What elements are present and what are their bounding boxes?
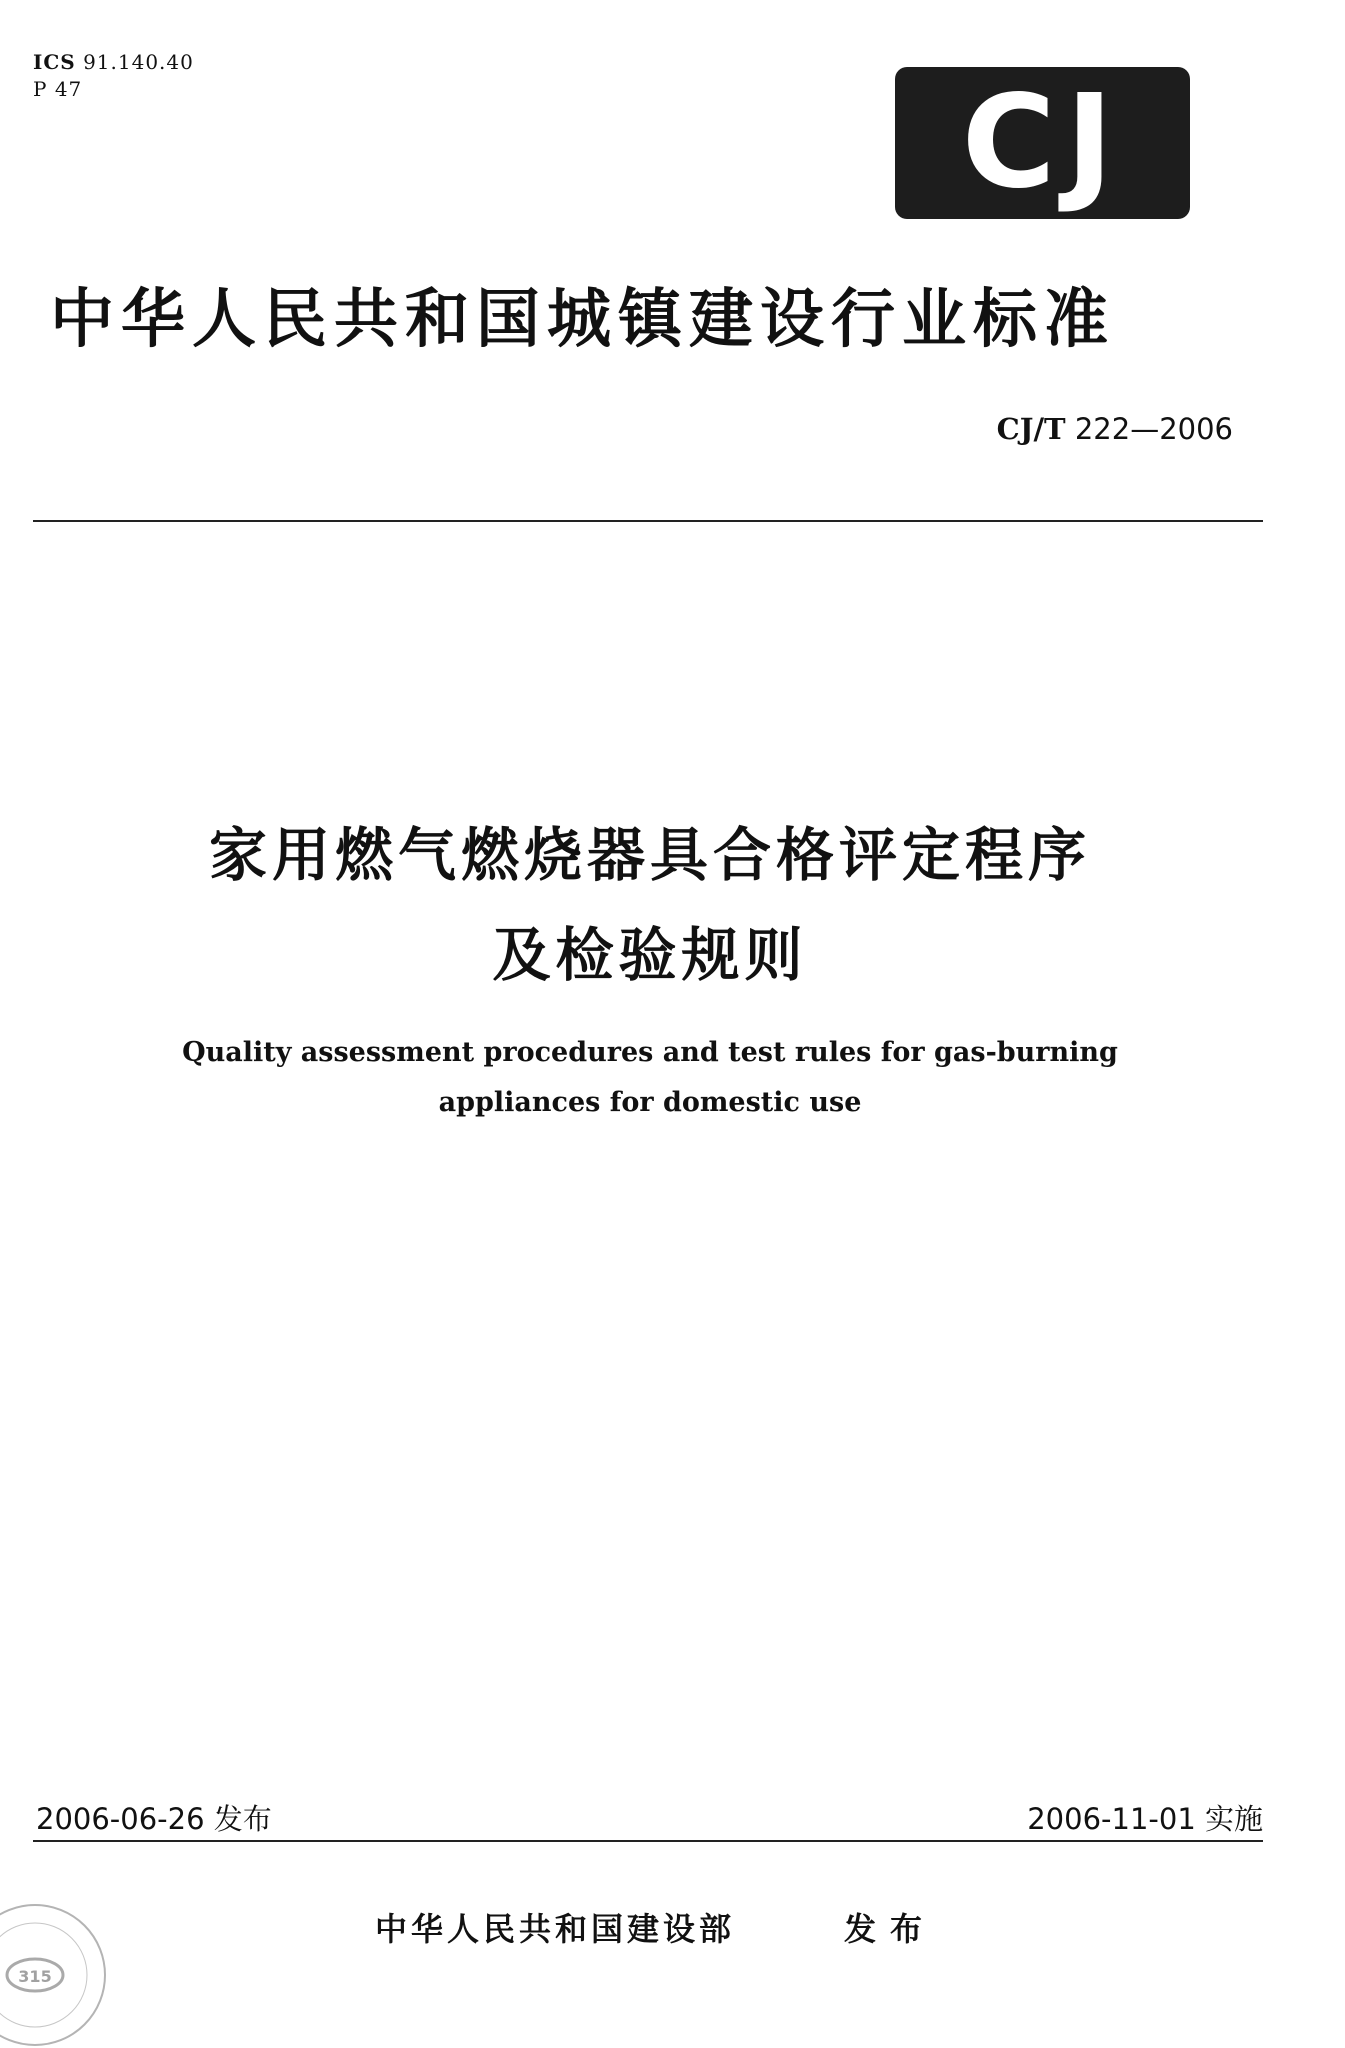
cj-logo: [895, 67, 1190, 219]
title-english-line-2: appliances for domestic use: [438, 1087, 862, 1118]
standard-category-title: 中华人民共和国城镇建设行业标准: [50, 283, 1115, 357]
publish-label: 发布: [844, 1910, 937, 1948]
title-chinese-line-1: 家用燃气燃烧器具合格评定程序: [208, 821, 1091, 889]
ics-value: 91.140.40: [83, 50, 194, 74]
top-divider: [33, 520, 1263, 522]
title-english-line-1: Quality assessment procedures and test rules for gas-burning: [182, 1037, 1118, 1068]
ics-label: ICS: [33, 50, 76, 74]
issue-date: 2006-06-26 发布: [36, 1802, 272, 1836]
standard-number-prefix: CJ/T: [996, 412, 1066, 446]
implementation-date: 2006-11-01 实施: [1027, 1802, 1263, 1836]
publisher-name: 中华人民共和国建设部: [375, 1910, 736, 1948]
anti-counterfeit-seal-icon: [0, 1900, 110, 2048]
svg-text:315: 315: [18, 1967, 52, 1986]
ics-code: [33, 50, 194, 74]
cj-logo-text: CJ: [961, 68, 1124, 217]
bottom-divider: [33, 1840, 1263, 1842]
title-chinese-line-2: 及检验规则: [492, 921, 808, 989]
standard-number-value: 222—2006: [1074, 412, 1233, 446]
standard-number: [997, 412, 1233, 446]
ccs-code: P 47: [33, 77, 83, 101]
